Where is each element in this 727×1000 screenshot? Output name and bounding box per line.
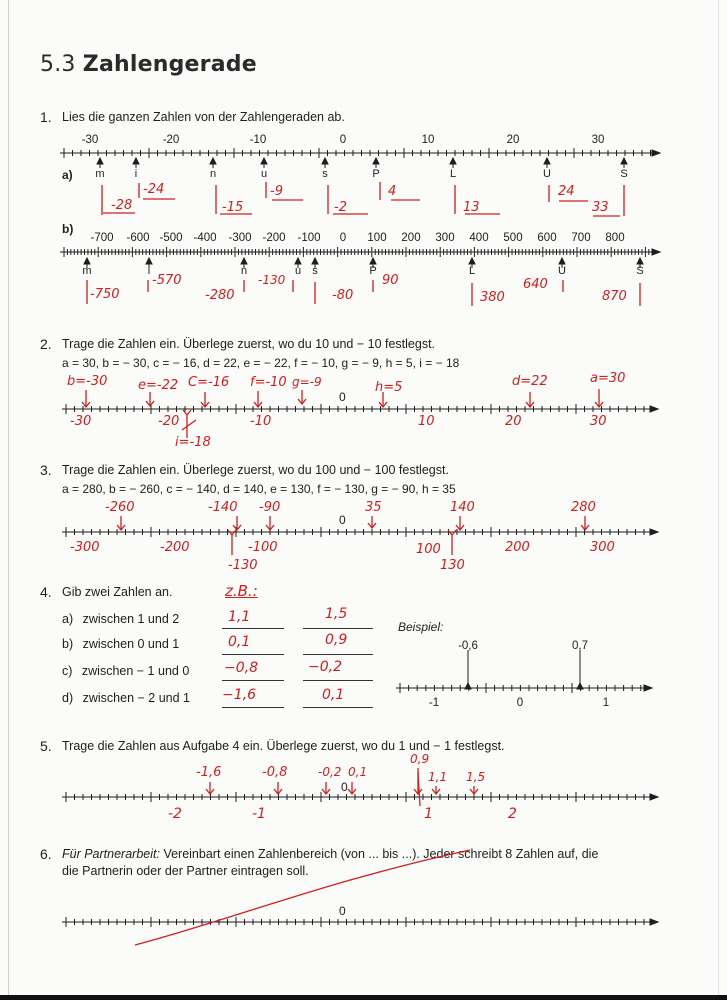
t1a-answer-n: -15 [222, 200, 244, 215]
t1b-answer-i: -570 [152, 273, 182, 288]
t4-row-text: zwischen 1 und 2 [82, 612, 180, 626]
t4-example-point: -0,6 [458, 640, 478, 652]
t1a-pointer-head [450, 158, 456, 164]
t1b-answer-L: 380 [480, 290, 505, 305]
t1b-pointer-head [370, 258, 376, 264]
t4c-answer-2: −0,2 [308, 659, 342, 675]
t4-row-text: zwischen − 2 und 1 [82, 691, 190, 705]
t3-hand-tick: 200 [505, 540, 530, 555]
t1a-tick-label: -20 [162, 134, 180, 146]
t1b-tick-label: 800 [605, 232, 625, 244]
t1b-point-u: u [294, 265, 302, 277]
t6-zero-label: 0 [339, 904, 346, 918]
t2-zero-label: 0 [339, 390, 346, 404]
t1b-point-m: m [82, 265, 92, 277]
t5-hand-c: -0,2 [318, 765, 342, 779]
t2-hand-tick: 20 [505, 414, 522, 429]
t1a-point-n: n [209, 168, 217, 180]
t1b-tick-label: -600 [126, 232, 150, 244]
t2-hand-h: h=5 [375, 380, 403, 395]
t1a-answer-P: 4 [388, 184, 397, 199]
t1b-answer-m: -750 [90, 287, 120, 302]
t1b-pointer-head [312, 258, 318, 264]
t1a-point-S: S [620, 168, 628, 180]
t3-hand-h: 35 [365, 500, 382, 515]
t3-hand-a: 280 [571, 500, 596, 515]
t5-hand-d: 0,1 [348, 765, 368, 779]
t1a-pointer-head [133, 158, 139, 164]
t1a-tick-label: -10 [249, 134, 267, 146]
t1a-point-s: s [322, 168, 328, 180]
t2-hand-tick: 10 [418, 414, 435, 429]
t1b-answer-S: 870 [602, 289, 627, 304]
task-3-text: Trage die Zahlen ein. Überlege zuerst, wo du 100 und − 100 festlegst. [62, 463, 449, 477]
task-5-number: 5. [40, 738, 52, 754]
t1b-tick-label: 600 [537, 232, 557, 244]
t6-red-stroke [135, 850, 470, 945]
t2-hand-b: b=-30 [67, 374, 108, 389]
t1b-tick-label: -500 [159, 232, 183, 244]
t5-hand-b: -0,8 [262, 765, 288, 780]
t1b-point-i: i [147, 265, 151, 277]
t2-red-i-line [182, 420, 196, 430]
t1a-point-i: i [134, 168, 138, 180]
t2-hand-tick: -10 [250, 414, 272, 429]
t3-hand-b: -260 [105, 500, 135, 515]
t1b-tick-label: -700 [90, 232, 114, 244]
t1b-pointer-head [469, 258, 475, 264]
t5-hand-a: -1,6 [196, 765, 222, 780]
t1b-point-L: L [468, 265, 476, 277]
t4-example-tick: 1 [602, 697, 610, 709]
t2-hand-e: e=-22 [138, 378, 179, 393]
t4c-answer-1: −0,8 [224, 660, 258, 676]
t1b-pointer-head [84, 258, 90, 264]
t1a-pointer-head [544, 158, 550, 164]
t1a-point-u: u [260, 168, 268, 180]
t2-hand-tick: 30 [590, 414, 607, 429]
t3-hand-d: 140 [450, 500, 475, 515]
t5-hand-tick: 1 [424, 806, 433, 822]
t1a-pointer-head [621, 158, 627, 164]
t2-hand-d: d=22 [512, 374, 548, 389]
t3-hand-tick: 300 [590, 540, 615, 555]
t1b-point-s: s [312, 265, 318, 277]
t1b-tick-label: -400 [193, 232, 217, 244]
t1b-pointer-head [241, 258, 247, 264]
t2-hand-a: a=30 [590, 371, 626, 386]
t1b-tick-label: 200 [401, 232, 421, 244]
t3-hand-g: -90 [259, 500, 281, 515]
t4ex-pointer-head [465, 683, 471, 689]
t4-example-tick: -1 [428, 697, 440, 709]
t1a-answer-m: -28 [111, 198, 133, 213]
t5-hand-f: 1,1 [428, 770, 448, 784]
t3-zero-label: 0 [339, 513, 346, 527]
t4-example-point: 0,7 [572, 640, 588, 652]
t1b-tick-label: 0 [339, 232, 347, 244]
t1b-pointer-head [146, 258, 152, 264]
t1a-tick-label: -30 [81, 134, 99, 146]
t1b-point-n: n [240, 265, 248, 277]
t4ex-pointer-head [577, 683, 583, 689]
task-3-number: 3. [40, 462, 52, 478]
task-1-text: Lies die ganzen Zahlen von der Zahlengeraden ab. [62, 110, 345, 124]
t1b-pointer-head [637, 258, 643, 264]
section-heading: Zahlengerade [82, 52, 257, 77]
t3-hand-tick: -100 [248, 540, 278, 555]
t4-row-label: c) [62, 664, 73, 678]
t4b-answer-1: 0,1 [228, 634, 251, 650]
t4-row-label: d) [62, 691, 74, 705]
t1b-tick-label: 300 [435, 232, 455, 244]
t1b-tick-label: 400 [469, 232, 489, 244]
t1a-tick-label: 10 [421, 134, 435, 146]
task-1a-label: a) [62, 168, 73, 182]
t4-example-tick: 0 [516, 697, 524, 709]
t4b-answer-2: 0,9 [325, 632, 348, 648]
t3-arrowhead [650, 529, 658, 535]
t4d-answer-1: −1,6 [222, 687, 256, 703]
t1b-pointer-head [559, 258, 565, 264]
t1a-pointer-head [373, 158, 379, 164]
t2-red-i-arrow-head [183, 410, 191, 415]
t1a-answer-u: -9 [270, 184, 283, 199]
t1b-answer-n: -280 [205, 288, 235, 303]
t6-arrowhead [650, 919, 658, 925]
task-4-text: Gib zwei Zahlen an. [62, 585, 173, 599]
bottom-edge [0, 995, 727, 1000]
t2-hand-tick: -30 [70, 414, 92, 429]
t5-hand-tick: -2 [168, 806, 182, 822]
t1a-point-m: m [95, 168, 105, 180]
t1b-point-S: S [636, 265, 644, 277]
t1b-tick-label: -200 [262, 232, 286, 244]
t1a-pointer-head [322, 158, 328, 164]
t4d-answer-2: 0,1 [322, 687, 345, 703]
t1b-arrowhead [652, 249, 660, 255]
task-2-number: 2. [40, 336, 52, 352]
t2-hand-f: f=-10 [250, 375, 287, 390]
task-6-main: Vereinbart einen Zahlenbereich (von ... bis ...). Jeder schreibt 8 Zahlen auf, die [159, 847, 599, 861]
task-3-values: a = 280, b = − 260, c = − 140, d = 140, e = 130, f = − 130, g = − 90, h = 35 [62, 482, 456, 496]
t4-row-text: zwischen − 1 und 0 [81, 664, 190, 678]
task-1-number: 1. [40, 109, 52, 125]
t3-hand-c: -140 [208, 500, 238, 515]
t1b-point-P: P [369, 265, 377, 277]
t5-hand-tick: 2 [508, 806, 517, 822]
task-2-text: Trage die Zahlen ein. Überlege zuerst, wo du 10 und − 10 festlegst. [62, 337, 436, 351]
t1a-answer-S: 33 [592, 200, 609, 215]
t4-row-label: b) [62, 637, 74, 651]
t1a-answer-L: 13 [463, 200, 480, 215]
t2-hand-i: i=-18 [175, 435, 211, 450]
t4-row-label: a) [62, 612, 74, 626]
t1a-point-P: P [372, 168, 380, 180]
task-2-values: a = 30, b = − 30, c = − 16, d = 22, e = − 22, f = − 10, g = − 9, h = 5, i = − 18 [62, 356, 460, 370]
t4a-answer-1: 1,1 [228, 609, 251, 625]
t1a-point-U: U [543, 168, 551, 180]
t5-hand-e: 0,9 [410, 752, 430, 766]
t1a-tick-label: 20 [506, 134, 520, 146]
t1a-arrowhead [652, 150, 660, 156]
t1b-tick-label: 700 [571, 232, 591, 244]
t1b-answer-P: 90 [382, 273, 399, 288]
t1a-tick-label: 0 [339, 134, 347, 146]
t3-hand-e: 130 [440, 558, 465, 573]
t4a-answer-2: 1,5 [325, 606, 348, 622]
t1a-pointer-head [261, 158, 267, 164]
t1a-pointer-head [97, 158, 103, 164]
t1a-tick-label: 30 [591, 134, 605, 146]
t4-row-text: zwischen 0 und 1 [82, 637, 180, 651]
t1b-tick-label: 500 [503, 232, 523, 244]
task-4-number: 4. [40, 584, 52, 600]
t1b-tick-label: -300 [228, 232, 252, 244]
t4ex-arrowhead [644, 685, 652, 691]
t4-example-title: Beispiel: [398, 620, 444, 634]
t5-hand-g: 1,5 [466, 770, 486, 784]
t2-hand-g: g=-9 [292, 375, 322, 389]
t5-zero-label: 0 [341, 780, 348, 794]
t1b-answer-s: -80 [332, 288, 354, 303]
t1a-answer-i: -24 [143, 182, 165, 197]
t1b-answer-U: 640 [523, 277, 548, 292]
t1b-point-U: U [558, 265, 566, 277]
t3-hand-f: -130 [228, 558, 258, 573]
t1a-answer-s: -2 [334, 200, 347, 215]
task-5-text: Trage die Zahlen aus Aufgabe 4 ein. Überlege zuerst, wo du 1 und − 1 festlegst. [62, 739, 505, 753]
t1b-tick-label: 100 [367, 232, 387, 244]
t4-hand-zb: z.B.: [225, 582, 258, 600]
t1a-pointer-head [210, 158, 216, 164]
t1b-tick-label: -100 [297, 232, 321, 244]
t1b-pointer-head [295, 258, 301, 264]
t1a-point-L: L [449, 168, 457, 180]
task-6-italic: Für Partnerarbeit: [62, 847, 160, 861]
t3-hand-tick: -300 [70, 540, 100, 555]
t1a-answer-U: 24 [558, 184, 575, 199]
t5-arrowhead [650, 794, 658, 800]
t5-hand-tick: -1 [252, 806, 266, 822]
task-1b-label: b) [62, 222, 74, 236]
task-6-text-2: die Partnerin oder der Partner eintragen soll. [62, 864, 309, 878]
t2-hand-c: C=-16 [188, 375, 230, 390]
t2-arrowhead [650, 406, 658, 412]
t1b-answer-u: -130 [258, 273, 286, 287]
t2-hand-tick: -20 [158, 414, 180, 429]
task-6-number: 6. [40, 846, 52, 862]
t3-hand-tick: 100 [416, 542, 441, 557]
section-number: 5.3 [40, 52, 76, 77]
t3-hand-tick: -200 [160, 540, 190, 555]
